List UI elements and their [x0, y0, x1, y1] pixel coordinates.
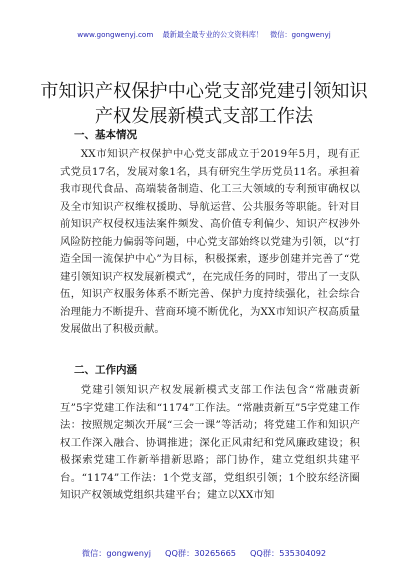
site-slogan: 最新最全最专业的公文资料库！ [162, 30, 264, 39]
footer-qq-group-2: QQ群：535304092 [249, 548, 327, 558]
header-banner [0, 30, 408, 40]
section-heading-work-content: 二、工作内涵 [74, 364, 137, 376]
section-heading-basic-info: 一、基本情况 [74, 129, 137, 141]
section-body-work-content: 党建引领知识产权发展新模式支部工作法包含“常融责新互”5字党建工作法和“1174”工作法。“常融责新互”5字党建工作法：按照规定频次开展“三会一课”等活动；将党建工作和知识产权工作深入融合、协调推进；深化正风肃纪和党风廉政建设；积极探索党建工作新举措新思路；部门协作，建立党组织共建平台。“1174”工作法：1个党支部，党组织引领；1个胶东经济圈知识产权领域党组织共建平台；建立以XX市知 [60, 384, 360, 502]
footer-qq-group-1: QQ群：30265665 [165, 548, 236, 558]
footer-wechat: 微信：gongwenyj [81, 548, 152, 558]
document-title: 市知识产权保护中心党支部党建引领知识产权发展新模式支部工作法 [40, 81, 368, 127]
footer-bar [0, 548, 408, 559]
header-wechat: 微信：gongwenyj [269, 30, 331, 39]
site-link[interactable]: www.gongwenyj.com [77, 30, 154, 39]
section-body-basic-info: XX市知识产权保护中心党支部成立于2019年5月，现有正式党员17名，发展对象1名，具有研究生学历党员11名。承担着我市现代食品、高端装备制造、化工三大领域的专利预审确权以及全市知识产权维权援助、导航运营、公共服务等职能。针对目前知识产权侵权违法案件频发、高价值专利偏少、知识产权涉外风险防控能力偏弱等问题，中心党支部始终以党建为引领，以“打造全国一流保护中心”为目标，积极探索，逐步创建并完善了“党建引领知识产权发展新模式”，在完成任务的同时，带出了一支队伍，知识产权服务体系不断完善、保护力度持续强化，社会综合治理能力不断提升、营商环境不断优化，为XX市知识产权高质量发展做出了积极贡献。 [60, 148, 360, 336]
